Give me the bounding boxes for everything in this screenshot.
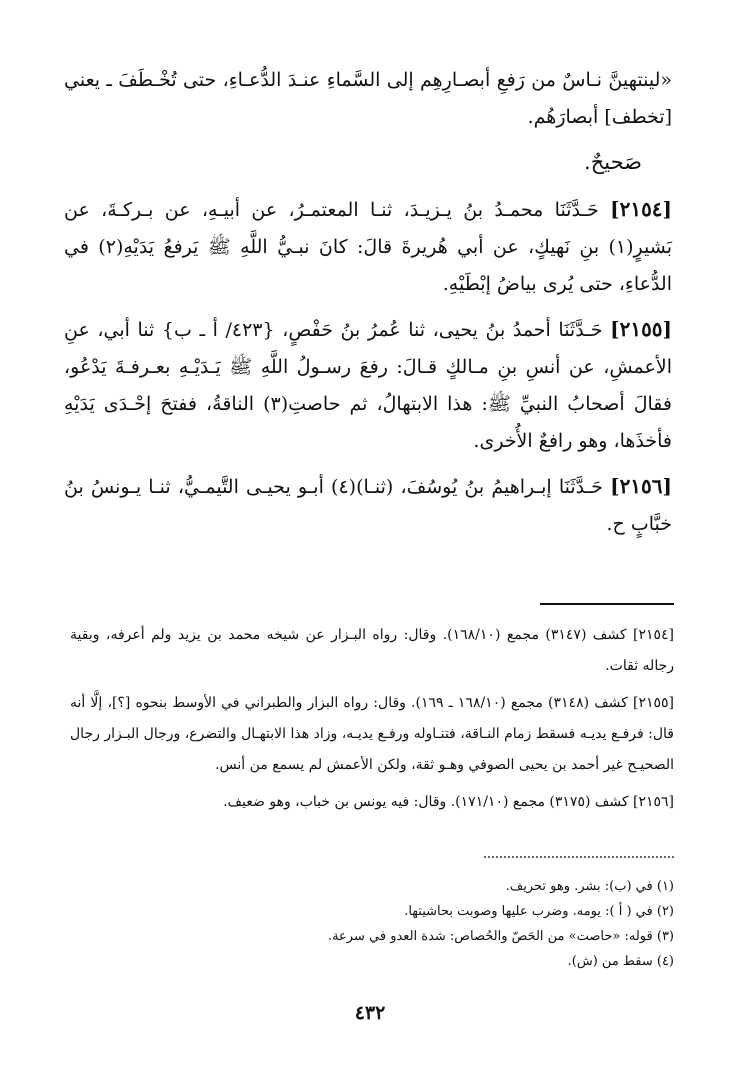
footnote-item: (٢) في ( أ ): يومه. وضرب عليها وصوبت بحاشيتها. bbox=[404, 904, 674, 919]
note-number: [٢١٥٥] bbox=[632, 695, 674, 711]
footnote-item: (٣) قوله: «حاصت» من الحَصّ والحُصاص: شدة العدو في سرعة. bbox=[327, 929, 674, 944]
hadith-number: [٢١٥٥] bbox=[610, 317, 673, 341]
note-2156 bbox=[70, 787, 674, 818]
note-number: [٢١٥٤] bbox=[633, 627, 675, 643]
section-divider bbox=[540, 603, 674, 605]
page-number: ٤٣٢ bbox=[354, 1002, 386, 1024]
footnotes bbox=[200, 874, 674, 974]
footnote-item: (٤) سقط من (ش). bbox=[567, 954, 674, 969]
note-number: [٢١٥٦] bbox=[632, 794, 674, 810]
hadith-number: [٢١٥٤] bbox=[610, 197, 673, 221]
note-text: كشف (٣١٤٨) مجمع (١٦٨/١٠ ـ ١٦٩). وقال: رواه البزار والطبراني في الأوسط بنحوه [؟]، إلَّا أنه قال: فرفـع يديـه فسقط زمام النـاقة، فتنـاوله ورفـع يديـه، وزاد هذا الابتهـال والتضرع، ورجال البـزار رجال الصحيـح غير أحمد بن يحيى الصوفي وهـو ثقة، ولكن الأعمش لم يسمع من أنس. bbox=[70, 695, 674, 773]
note-text: كشف (٣١٧٥) مجمع (١٧١/١٠). وقال: فيه يونس بن خباب، وهو ضعيف. bbox=[223, 794, 629, 810]
hadith-2156 bbox=[64, 468, 672, 543]
intro-text: «لينتهينَّ نـاسٌ من رَفعِ أبصـارِهِم إلى السَّماءِ عنـدَ الدُّعـاءِ، حتى تُخْـطَفَ ـ يعني [تخطف] أبصارَهُم. bbox=[64, 69, 672, 128]
hadith-intro bbox=[64, 62, 672, 136]
hadith-2154 bbox=[64, 191, 672, 303]
hadith-text: حَـدَّثَنَا إبـراهيمُ بنُ يُوسُفَ، (ثنـا)(٤) أبـو يحيـى التَّيمـيُّ، ثنـا يـونسُ بنُ خبَّابٍ ح. bbox=[64, 476, 672, 535]
takhrij-notes bbox=[70, 620, 674, 824]
hadith-text: حَـدَّثَنَا أحمدُ بنُ يحيى، ثنا عُمرُ بنُ حَفْصٍ، {٤٢٣/ أ ـ ب} ثنا أبي، عنِ الأعمشِ، عن أنسِ بنِ مـالكٍ قـالَ: رفعَ رسـولُ اللَّهِ ﷺ يَـدَيْـهِ بعـرفـةَ يَدْعُو، فقالَ أصحابُ النبيِّ ﷺ: هذا الابتهالُ، ثم حاصتِ(٣) الناقةُ، ففتحَ إحْـدَى يَدَيْهِ فأخذَها، وهو رافعٌ الأُخرى. bbox=[64, 319, 672, 452]
footnote-item: (١) في (ب): بشر. وهو تحريف. bbox=[505, 879, 674, 894]
note-2154 bbox=[70, 620, 674, 682]
hadith-number: [٢١٥٦] bbox=[610, 474, 672, 498]
note-2155 bbox=[70, 688, 674, 781]
main-text bbox=[64, 62, 672, 551]
note-text: كشف (٣١٤٧) مجمع (١٦٨/١٠). وقال: رواه البـزار عن شيخه محمد بن يزيد ولم أعرفه، وبقية رجاله ثقات. bbox=[70, 627, 674, 674]
hadith-2155 bbox=[64, 311, 672, 460]
footnote-separator bbox=[484, 856, 674, 858]
hadith-text: حَـدَّثَنَا محمـدُ بنُ يـزيـدَ، ثنـا المعتمـرُ، عن أبيـهِ، عن بـركـةَ، عن بَشيرٍ(١) بنِ نَهيكٍ، عن أبي هُريرةَ قالَ: كانَ نبـيُّ اللَّهِ ﷺ يَرفعُ يَدَيْهِ(٢) في الدُّعاءِ، حتى يُرى بياضُ إبْطَيْهِ. bbox=[64, 199, 672, 295]
verdict: صَحيحٌ. bbox=[584, 150, 642, 174]
